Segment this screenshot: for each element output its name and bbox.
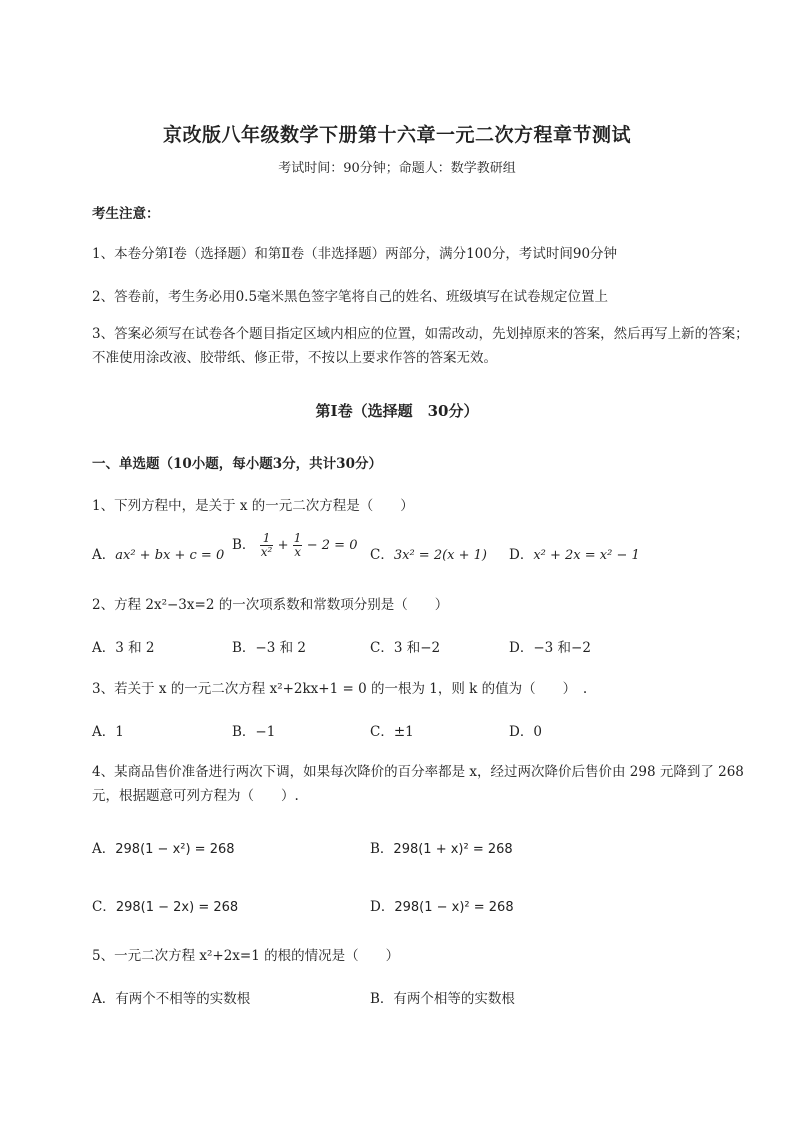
option-formula: ax² + bx + c = 0 — [115, 548, 225, 563]
question-3-stem: 3、若关于 x 的一元二次方程 x²+2kx+1 = 0 的一根为 1，则 k 的值为（ ） . — [92, 681, 588, 697]
fraction: $\frac{1}{\text{x²}}$ — [260, 531, 273, 559]
question-3-option-d[interactable]: D．0 — [509, 724, 542, 740]
section-title: 第I卷（选择题 30分） — [315, 402, 479, 420]
question-2-option-a[interactable]: A．3 和 2 — [92, 640, 155, 656]
option-label: B． — [370, 841, 394, 857]
option-label: A． — [92, 841, 116, 857]
option-label: A． — [92, 547, 116, 563]
option-formula: 298(1 − x)² = 268 — [394, 900, 514, 915]
exam-info: 考试时间：90分钟；命题人：数学教研组 — [278, 161, 516, 176]
option-label: D． — [509, 547, 534, 563]
question-1-option-b[interactable]: B． $\frac{1}{\text{x²}}$ + $\frac{1}{x}$ − 2 = 0 — [232, 531, 358, 559]
option-formula: 298(1 + x)² = 268 — [393, 842, 513, 857]
question-5-stem: 5、一元二次方程 x²+2x=1 的根的情况是（ ） — [92, 948, 400, 964]
option-label: C． — [370, 547, 394, 563]
question-3-option-c[interactable]: C．±1 — [370, 724, 414, 740]
notice-item-1: 1、本卷分第I卷（选择题）和第Ⅱ卷（非选择题）两部分，满分100分，考试时间90分钟 — [92, 246, 618, 262]
option-formula: 298(1 − 2x) = 268 — [115, 900, 239, 915]
question-2-option-b[interactable]: B．−3 和 2 — [232, 640, 306, 656]
notice-item-3: 3、答案必须写在试卷各个题目指定区域内相应的位置，如需改动，先划掉原来的答案，然后再写上新的答案；不准使用涂改液、胶带纸、修正带，不按以上要求作答的答案无效。 — [92, 326, 749, 366]
page-title: 京改版八年级数学下册第十六章一元二次方程章节测试 — [162, 124, 631, 146]
question-2-stem: 2、方程 2x²−3x=2 的一次项系数和常数项分别是（ ） — [92, 597, 449, 613]
option-label: B． — [232, 537, 256, 553]
question-4-stem: 4、某商品售价准备进行两次下调，如果每次降价的百分率都是 x，经过两次降价后售价由 298 元降到了 268 元，根据题意可列方程为（ ）. — [92, 764, 744, 804]
question-3-option-b[interactable]: B．−1 — [232, 724, 276, 740]
question-3-option-a[interactable]: A．1 — [92, 724, 124, 740]
question-1-option-c[interactable] — [370, 543, 487, 563]
question-5-option-b[interactable]: B．有两个相等的实数根 — [370, 991, 515, 1007]
option-formula: x² + 2x = x² − 1 — [533, 548, 640, 563]
part-title: 一、单选题（10小题，每小题3分，共计30分） — [92, 456, 382, 472]
question-1-stem: 1、下列方程中，是关于 x 的一元二次方程是（ ） — [92, 498, 414, 514]
question-4-option-d[interactable] — [370, 895, 514, 915]
question-1-option-d[interactable] — [509, 543, 640, 563]
option-label: D． — [370, 899, 395, 915]
notice-heading: 考生注意： — [92, 206, 160, 222]
option-label: C． — [92, 899, 116, 915]
fraction: $\frac{1}{x}$ — [293, 531, 302, 559]
option-formula: − 2 = 0 — [306, 538, 358, 553]
question-2-option-c[interactable]: C．3 和−2 — [370, 640, 441, 656]
option-formula: 3x² = 2(x + 1) — [393, 548, 487, 563]
question-5-option-a[interactable]: A．有两个不相等的实数根 — [92, 991, 251, 1007]
question-2-option-d[interactable]: D．−3 和−2 — [509, 640, 591, 656]
option-formula: 298(1 − x²) = 268 — [115, 842, 235, 857]
question-4-option-b[interactable] — [370, 837, 513, 857]
question-1-option-a[interactable] — [92, 543, 224, 563]
question-4-option-c[interactable] — [92, 895, 238, 915]
notice-item-2: 2、答卷前，考生务必用0.5毫米黑色签字笔将自己的姓名、班级填写在试卷规定位置上 — [92, 289, 609, 305]
question-4-option-a[interactable] — [92, 837, 235, 857]
